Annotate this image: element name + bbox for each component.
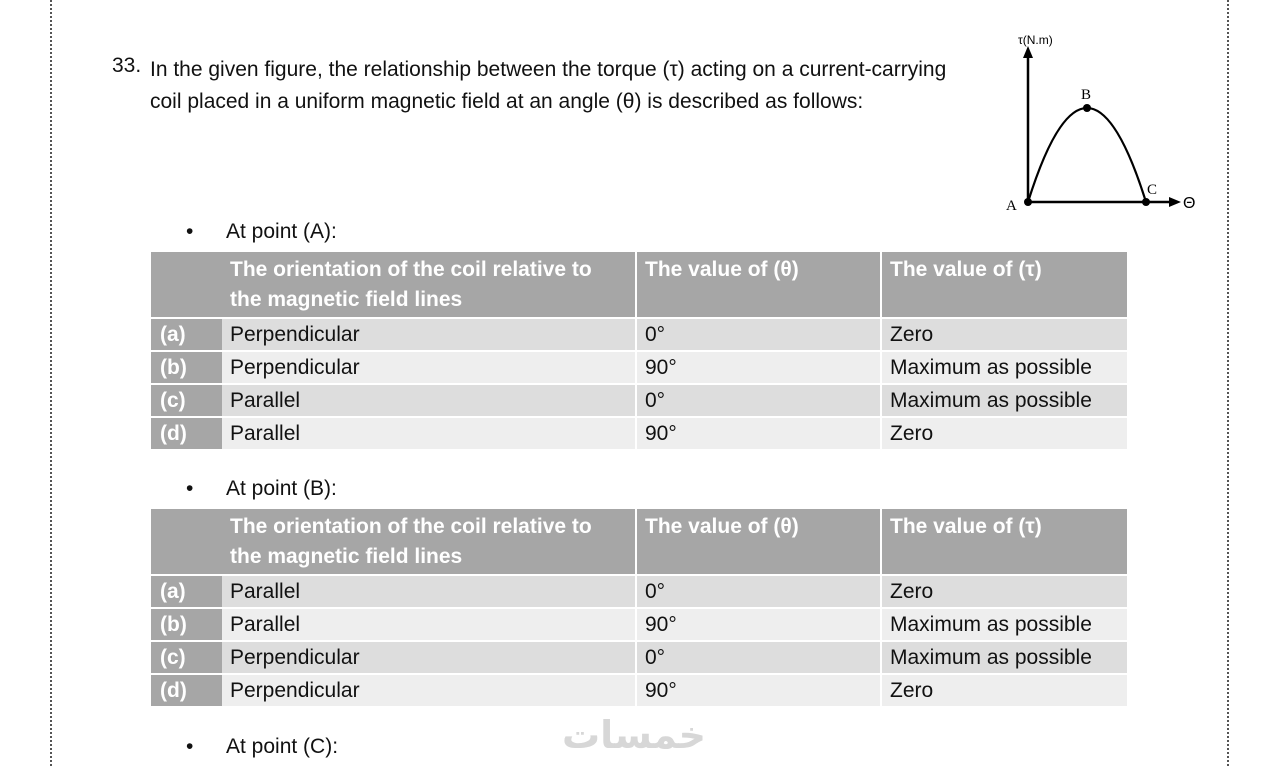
page-border-right bbox=[1227, 0, 1229, 766]
point-b-marker bbox=[1083, 104, 1091, 112]
options-table-a bbox=[151, 252, 1127, 449]
option-label: (b) bbox=[151, 608, 222, 641]
orientation-cell: Parallel bbox=[222, 384, 636, 417]
table-row bbox=[151, 674, 1127, 706]
question-number: 33. bbox=[112, 54, 142, 77]
option-label: (d) bbox=[151, 674, 222, 706]
point-b-label: B bbox=[1081, 87, 1092, 103]
point-c-label: C bbox=[1147, 182, 1158, 198]
tau-cell: Maximum as possible bbox=[881, 608, 1127, 641]
table-row bbox=[151, 417, 1127, 449]
theta-cell: 0° bbox=[636, 384, 881, 417]
x-axis-arrow bbox=[1169, 197, 1181, 207]
options-table-b bbox=[151, 509, 1127, 706]
header-tau: The value of (τ) bbox=[881, 509, 1127, 575]
table-row bbox=[151, 318, 1127, 351]
header-theta: The value of (θ) bbox=[636, 252, 881, 318]
bullet: • bbox=[186, 735, 194, 758]
table-row bbox=[151, 351, 1127, 384]
section-b-heading bbox=[186, 477, 337, 501]
table-header-row bbox=[151, 252, 1127, 318]
option-label: (d) bbox=[151, 417, 222, 449]
point-c-marker bbox=[1142, 198, 1150, 206]
section-c-title: At point (C): bbox=[226, 735, 339, 758]
orientation-cell: Perpendicular bbox=[222, 351, 636, 384]
header-orientation: The orientation of the coil relative to the magnetic field lines bbox=[222, 252, 636, 318]
table-row bbox=[151, 575, 1127, 608]
theta-cell: 0° bbox=[636, 575, 881, 608]
table-row bbox=[151, 641, 1127, 674]
y-axis-label: τ(N.m) bbox=[1018, 33, 1053, 47]
theta-cell: 90° bbox=[636, 351, 881, 384]
page-border-left bbox=[50, 0, 52, 766]
table-row bbox=[151, 384, 1127, 417]
header-label-cell bbox=[151, 509, 222, 575]
section-a-heading bbox=[186, 220, 337, 244]
header-theta: The value of (θ) bbox=[636, 509, 881, 575]
section-c-heading bbox=[186, 735, 338, 759]
header-label-cell bbox=[151, 252, 222, 318]
orientation-cell: Perpendicular bbox=[222, 641, 636, 674]
orientation-cell: Perpendicular bbox=[222, 318, 636, 351]
orientation-cell: Parallel bbox=[222, 575, 636, 608]
tau-cell: Zero bbox=[881, 674, 1127, 706]
point-a-marker bbox=[1024, 198, 1032, 206]
tau-cell: Maximum as possible bbox=[881, 384, 1127, 417]
option-label: (c) bbox=[151, 384, 222, 417]
tau-cell: Zero bbox=[881, 318, 1127, 351]
bullet: • bbox=[186, 477, 194, 500]
orientation-cell: Parallel bbox=[222, 417, 636, 449]
orientation-cell: Perpendicular bbox=[222, 674, 636, 706]
theta-cell: 90° bbox=[636, 674, 881, 706]
option-label: (c) bbox=[151, 641, 222, 674]
table-row bbox=[151, 608, 1127, 641]
tau-cell: Zero bbox=[881, 575, 1127, 608]
option-label: (b) bbox=[151, 351, 222, 384]
orientation-cell: Parallel bbox=[222, 608, 636, 641]
theta-cell: 0° bbox=[636, 641, 881, 674]
section-b-title: At point (B): bbox=[226, 477, 337, 500]
tau-cell: Maximum as possible bbox=[881, 641, 1127, 674]
theta-cell: 90° bbox=[636, 608, 881, 641]
y-axis-arrow bbox=[1023, 46, 1033, 58]
point-a-label: A bbox=[1006, 198, 1017, 214]
x-axis-label: Θ bbox=[1183, 195, 1196, 212]
bullet: • bbox=[186, 220, 194, 243]
theta-cell: 90° bbox=[636, 417, 881, 449]
header-orientation: The orientation of the coil relative to the magnetic field lines bbox=[222, 509, 636, 575]
option-label: (a) bbox=[151, 575, 222, 608]
torque-angle-graph bbox=[995, 28, 1205, 218]
torque-curve bbox=[1028, 108, 1146, 202]
table-header-row bbox=[151, 509, 1127, 575]
tau-cell: Maximum as possible bbox=[881, 351, 1127, 384]
watermark-logo: خمسات bbox=[562, 713, 706, 757]
section-a-title: At point (A): bbox=[226, 220, 337, 243]
tau-cell: Zero bbox=[881, 417, 1127, 449]
header-tau: The value of (τ) bbox=[881, 252, 1127, 318]
option-label: (a) bbox=[151, 318, 222, 351]
theta-cell: 0° bbox=[636, 318, 881, 351]
question-text: In the given figure, the relationship between the torque (τ) acting on a current-carrying coil placed in a uniform magnetic field at an angle (θ) is described as follows: bbox=[150, 58, 947, 113]
